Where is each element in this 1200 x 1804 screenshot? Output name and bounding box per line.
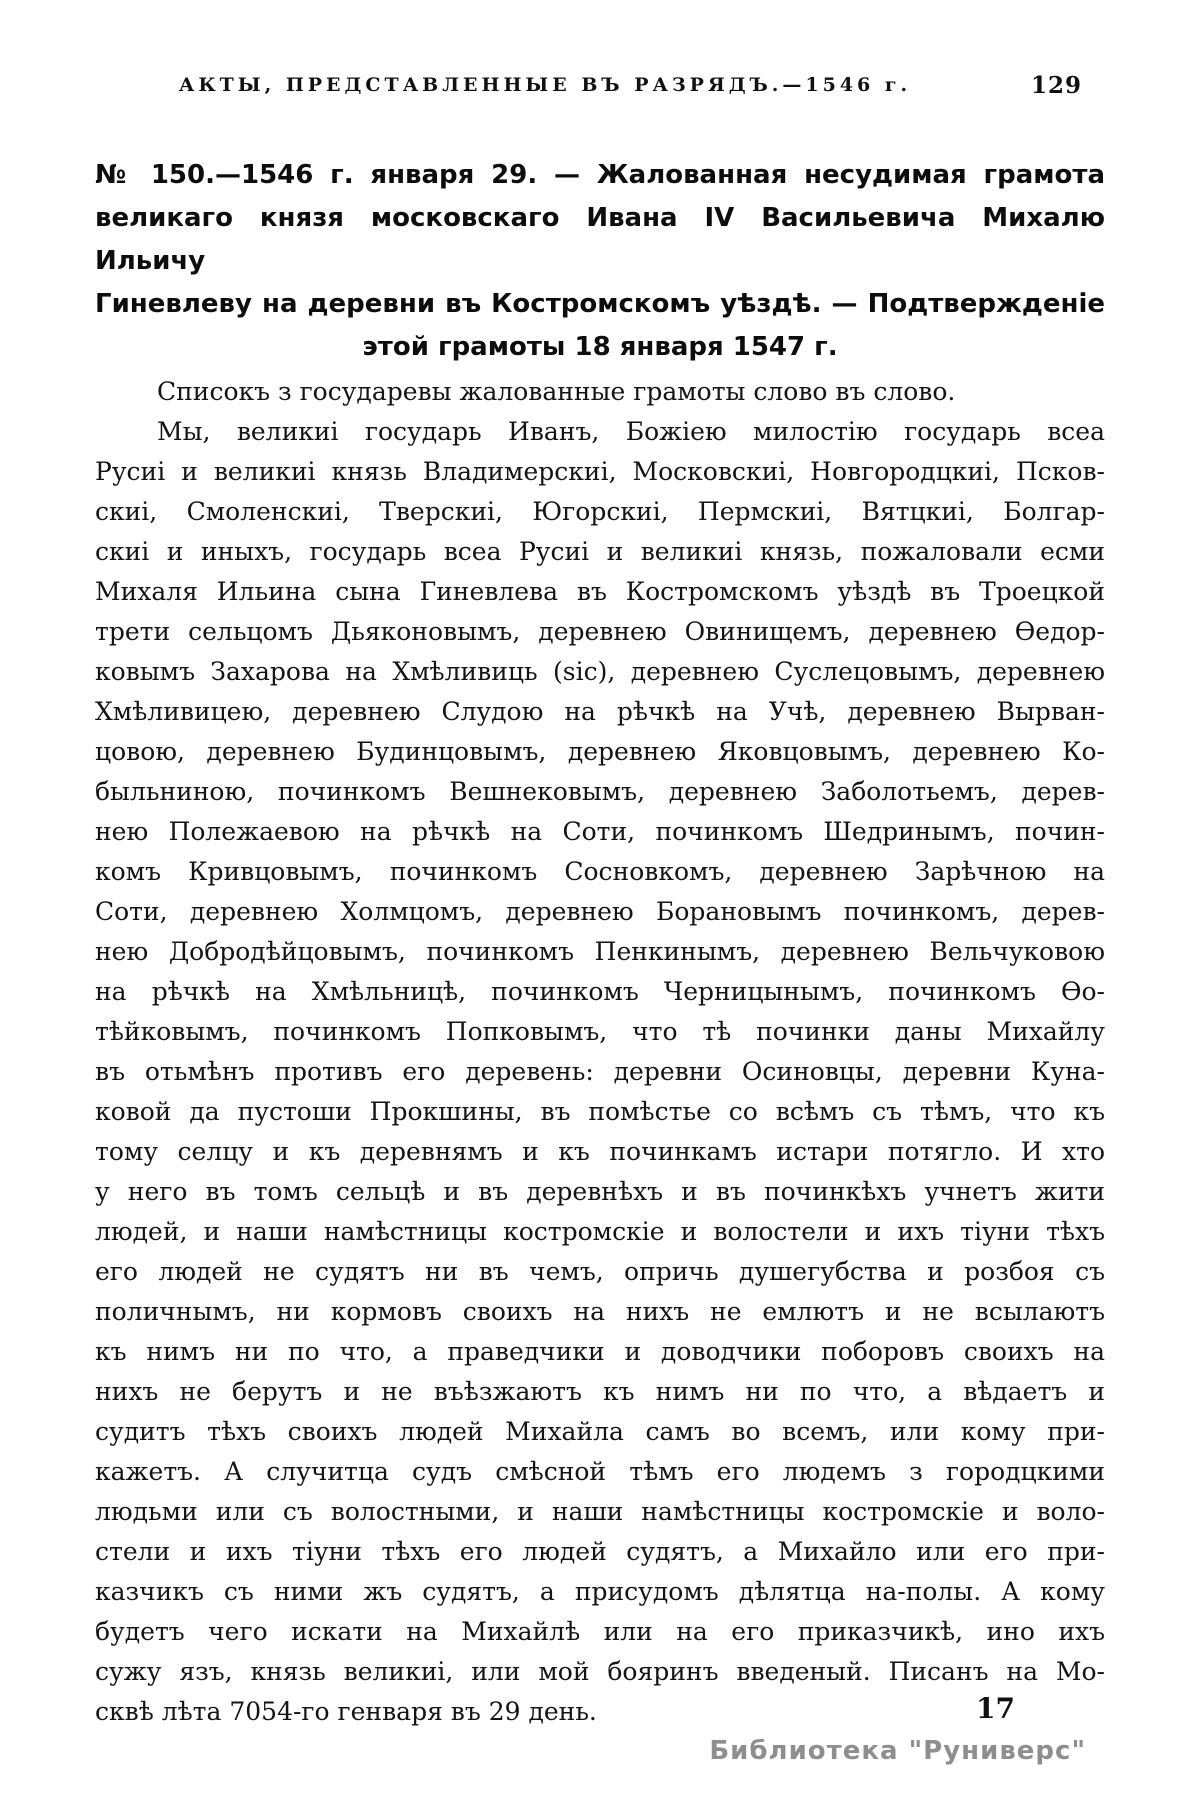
signature-mark: 17: [976, 1692, 1015, 1725]
text-line: трети сельцомъ Дьяконовымъ, деревнею Овинищемъ, деревнею Ѳедор-: [95, 617, 1105, 646]
text-line: людей, и наши намѣстницы костромскіе и волостели и ихъ тіуни тѣхъ: [95, 1217, 1105, 1246]
text-line: Соти, деревнею Холмцомъ, деревнею Борановымъ починкомъ, дерев-: [95, 897, 1105, 926]
text-line: къ нимъ ни по что, а праведчики и доводчики поборовъ своихъ на: [95, 1337, 1105, 1366]
text-line: скиі, Смоленскиі, Тверскиі, Югорскиі, Пермскиі, Вятцкиі, Болгар-: [95, 497, 1105, 526]
text-line: будетъ чего искати на Михайлѣ или на его приказчикѣ, ино ихъ: [95, 1617, 1105, 1646]
text-line: людьми или съ волостными, и наши намѣстницы костромскіе и воло-: [95, 1497, 1105, 1526]
heading-line: Гиневлеву на деревни въ Костромскомъ уѣздѣ. — Подтвержденіе: [95, 289, 1105, 319]
text-line: нею Полежаевою на рѣчкѣ на Соти, починкомъ Шедринымъ, почин-: [95, 817, 1105, 846]
text-line: его людей не судятъ ни въ чемъ, опричь душегубства и розбоя съ: [95, 1257, 1105, 1286]
text-line: Михаля Ильина сына Гиневлева въ Костромскомъ уѣздѣ въ Троецкой: [95, 577, 1105, 606]
text-line: быльниною, починкомъ Вешнековымъ, деревнею Заболотьемъ, дерев-: [95, 777, 1105, 806]
text-line: Русиі и великиі князь Владимерскиі, Московскиі, Новгородцкиі, Псков-: [95, 457, 1105, 486]
text-line: поличнымъ, ни кормовъ своихъ на нихъ не емлютъ и не всылаютъ: [95, 1297, 1105, 1326]
text-line: кажетъ. А случитца судъ смѣсной тѣмъ его людемъ з городцкими: [95, 1457, 1105, 1486]
running-head: [0, 74, 1200, 106]
text-line: тѣйковымъ, починкомъ Попковымъ, что тѣ починки даны Михайлу: [95, 1017, 1105, 1046]
text-line: сужу язъ, князь великиі, или мой бояринъ введеный. Писанъ на Мо-: [95, 1657, 1105, 1686]
text-line: Мы, великиі государь Иванъ, Божіею милостію государь всеа: [157, 417, 1105, 446]
text-line: судитъ тѣхъ своихъ людей Михайла самъ во всемъ, или кому при-: [95, 1417, 1105, 1446]
text-line: сквѣ лѣта 7054-го генваря въ 29 день.: [95, 1697, 597, 1726]
page-number: 129: [1030, 72, 1082, 99]
text-line: ковой да пустоши Прокшины, въ помѣстье со всѣмъ съ тѣмъ, что къ: [95, 1097, 1105, 1126]
heading-line: № 150.—1546 г. января 29. — Жалованная несудимая грамота: [95, 160, 1105, 190]
text-line: стели и ихъ тіуни тѣхъ его людей судятъ, а Михайло или его при-: [95, 1537, 1105, 1566]
text-line: Хмѣливицею, деревнею Слудою на рѣчкѣ на Учѣ, деревнею Вырван-: [95, 697, 1105, 726]
text-line: въ отьмѣнъ противъ его деревень: деревни Осиновцы, деревни Куна-: [95, 1057, 1105, 1086]
text-line: у него въ томъ сельцѣ и въ деревнѣхъ и въ починкѣхъ учнетъ жити: [95, 1177, 1105, 1206]
text-line: ковымъ Захарова на Хмѣливиць (sic), деревнею Суслецовымъ, деревнею: [95, 657, 1105, 686]
text-line: на рѣчкѣ на Хмѣльницѣ, починкомъ Черницынымъ, починкомъ Ѳо-: [95, 977, 1105, 1006]
act-heading: [95, 154, 1105, 369]
text-line: скиі и иныхъ, государь всеа Русиі и великиі князь, пожаловали есми: [95, 537, 1105, 566]
text-line: цовою, деревнею Будинцовымъ, деревнею Яковцовымъ, деревнею Ко-: [95, 737, 1105, 766]
text-line: казчикъ съ ними жъ судятъ, а присудомъ дѣлятца на-полы. А кому: [95, 1577, 1105, 1606]
charter-text: [95, 412, 1105, 1732]
heading-line: великаго князя московскаго Ивана IV Васильевича Михалю Ильичу: [95, 203, 1105, 276]
text-line: нихъ не берутъ и не въѣзжаютъ къ нимъ ни по что, а вѣдаетъ и: [95, 1377, 1105, 1406]
act-body: [95, 372, 1105, 1732]
text-line: комъ Кривцовымъ, починкомъ Сосновкомъ, деревнею Зарѣчною на: [95, 857, 1105, 886]
running-title: АКТЫ, ПРЕДСТАВЛЕННЫЕ ВЪ РАЗРЯДЪ.—1546 г.: [178, 74, 912, 96]
text-line: нею Добродѣйцовымъ, починкомъ Пенкинымъ, деревнею Вельчуковою: [95, 937, 1105, 966]
library-watermark: Библиотека "Руниверс": [709, 1736, 1086, 1766]
heading-line: этой грамоты 18 января 1547 г.: [362, 332, 838, 362]
intro-line: Списокъ з государевы жалованные грамоты слово въ слово.: [157, 377, 956, 406]
text-line: тому селцу и къ деревнямъ и къ починкамъ истари потягло. И хто: [95, 1137, 1105, 1166]
